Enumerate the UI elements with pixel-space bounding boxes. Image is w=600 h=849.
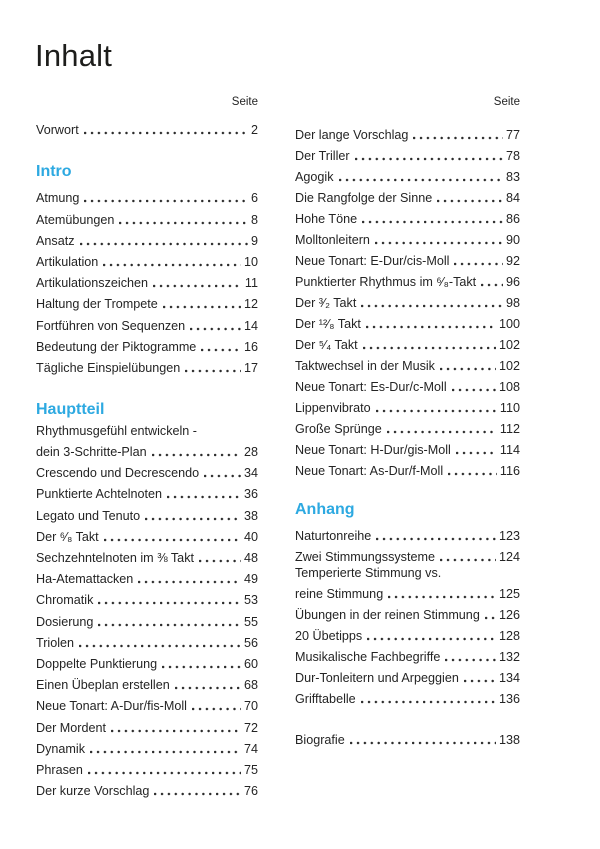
entry-label: Artikulation xyxy=(36,254,99,269)
entry-page-number: 134 xyxy=(498,671,520,685)
dot-leader xyxy=(456,451,497,455)
toc-entry xyxy=(36,312,258,333)
toc-entry xyxy=(36,651,258,672)
entry-label: Große Sprünge xyxy=(295,422,382,436)
entry-page-number: 10 xyxy=(243,254,258,269)
dot-leader xyxy=(355,157,503,161)
dot-leader xyxy=(339,178,503,182)
dot-leader xyxy=(413,136,503,140)
entry-page-number: 126 xyxy=(498,608,520,622)
entry-page-number: 49 xyxy=(243,572,258,587)
entry-label: Legato und Tenuto xyxy=(36,508,141,523)
dot-leader xyxy=(175,686,241,690)
toc-entry xyxy=(295,185,520,206)
entry-label: Der ¹²⁄₈ Takt xyxy=(295,317,361,331)
dot-leader xyxy=(361,304,503,308)
toc-entry xyxy=(295,581,520,602)
toc-entry xyxy=(295,311,520,332)
entry-page-number: 77 xyxy=(505,128,520,142)
dot-leader xyxy=(440,367,496,371)
toc-entry xyxy=(36,228,258,249)
toc-entry xyxy=(295,458,520,479)
toc-entry xyxy=(36,545,258,566)
dot-leader xyxy=(119,221,248,225)
column-header-seite: Seite xyxy=(231,96,258,108)
entry-label: Der kurze Vorschlag xyxy=(36,784,150,799)
entry-label: Biografie xyxy=(295,733,345,747)
entry-page-number: 68 xyxy=(243,678,258,693)
entry-label: Atmung xyxy=(36,191,80,206)
entry-label: Naturtonreihe xyxy=(295,529,372,543)
entry-page-number: 102 xyxy=(498,359,520,373)
dot-leader xyxy=(80,242,248,246)
entry-page-number: 75 xyxy=(243,762,258,777)
toc-entry xyxy=(36,736,258,757)
dot-leader xyxy=(350,741,496,745)
entry-page-number: 74 xyxy=(243,741,258,756)
toc-entry xyxy=(36,206,258,227)
toc-section xyxy=(36,117,258,138)
toc-entry xyxy=(36,249,258,270)
entry-label-line1: Temperierte Stimmung vs. xyxy=(295,566,442,580)
entry-label: Fortführen von Sequenzen xyxy=(36,318,186,333)
dot-leader xyxy=(111,729,241,733)
dot-leader xyxy=(162,665,241,669)
entry-label: Neue Tonart: As-Dur/f-Moll xyxy=(295,464,444,478)
toc-entry xyxy=(36,524,258,545)
dot-leader xyxy=(98,601,241,605)
entry-page-number: 36 xyxy=(243,487,258,502)
entry-label: Neue Tonart: Es-Dur/c-Moll xyxy=(295,380,447,394)
toc-entry xyxy=(295,544,520,565)
toc-entry xyxy=(295,122,520,143)
entry-page-number: 98 xyxy=(505,296,520,310)
entry-label: Zwei Stimmungssysteme xyxy=(295,550,435,564)
entry-page-number: 28 xyxy=(243,445,258,460)
toc-section xyxy=(295,500,520,707)
toc-entry xyxy=(295,227,520,248)
entry-label: Der ⁶⁄₈ Takt xyxy=(36,529,99,544)
toc-entry xyxy=(295,353,520,374)
toc-entry xyxy=(295,523,520,544)
dot-leader xyxy=(366,325,496,329)
entry-label: Crescendo und Decrescendo xyxy=(36,466,200,481)
page-title: Inhalt xyxy=(35,38,113,73)
entry-page-number: 138 xyxy=(498,733,520,747)
entry-label: Artikulationszeichen xyxy=(36,276,149,291)
toc-entry xyxy=(36,587,258,608)
dot-leader xyxy=(440,558,496,562)
entry-label: Lippenvibrato xyxy=(295,401,371,415)
entry-page-number: 84 xyxy=(505,191,520,205)
dot-leader xyxy=(154,792,241,796)
dot-leader xyxy=(201,348,241,352)
toc-entry xyxy=(36,334,258,355)
dot-leader xyxy=(84,199,248,203)
entry-page-number: 55 xyxy=(243,614,258,629)
entry-page-number: 124 xyxy=(498,550,520,564)
dot-leader xyxy=(448,472,497,476)
entry-page-number: 108 xyxy=(498,380,520,394)
dot-leader xyxy=(362,220,503,224)
entry-label: Der Triller xyxy=(295,149,350,163)
entry-label: Taktwechsel in der Musik xyxy=(295,359,435,373)
entry-label: Übungen in der reinen Stimmung xyxy=(295,608,480,622)
toc-section xyxy=(295,122,520,479)
entry-page-number: 112 xyxy=(499,422,520,436)
dot-leader xyxy=(104,538,241,542)
toc-entry xyxy=(295,665,520,686)
entry-page-number: 136 xyxy=(498,692,520,706)
dot-leader xyxy=(152,453,241,457)
toc-section xyxy=(36,400,258,799)
dot-leader xyxy=(452,388,496,392)
entry-label: Tägliche Einspielübungen xyxy=(36,360,181,375)
dot-leader xyxy=(445,658,496,662)
toc-entry xyxy=(36,460,258,481)
entry-label: Einen Übeplan erstellen xyxy=(36,678,170,693)
dot-leader xyxy=(367,637,496,641)
toc-entry xyxy=(295,206,520,227)
dot-leader xyxy=(192,707,241,711)
toc-sections-right xyxy=(295,122,520,748)
dot-leader xyxy=(387,430,497,434)
entry-page-number: 40 xyxy=(243,529,258,544)
entry-page-number: 14 xyxy=(243,318,258,333)
toc-entry xyxy=(36,481,258,502)
entry-page-number: 90 xyxy=(505,233,520,247)
entry-page-number: 102 xyxy=(498,338,520,352)
entry-page-number: 72 xyxy=(243,720,258,735)
entry-page-number: 116 xyxy=(499,464,520,478)
entry-label: Vorwort xyxy=(36,123,79,138)
toc-entry xyxy=(36,185,258,206)
dot-leader xyxy=(437,199,503,203)
toc-entry xyxy=(295,437,520,458)
entry-page-number: 9 xyxy=(250,233,258,248)
entry-label: Der lange Vorschlag xyxy=(295,128,409,142)
entry-page-number: 83 xyxy=(505,170,520,184)
entry-label: Ha-Atemattacken xyxy=(36,572,134,587)
entry-label: Agogik xyxy=(295,170,334,184)
toc-entry xyxy=(295,290,520,311)
toc-entry xyxy=(295,332,520,353)
entry-page-number: 76 xyxy=(243,784,258,799)
dot-leader xyxy=(167,495,241,499)
entry-label: Neue Tonart: E-Dur/cis-Moll xyxy=(295,254,450,268)
dot-leader xyxy=(204,474,241,478)
entry-label: Neue Tonart: H-Dur/gis-Moll xyxy=(295,443,451,457)
entry-page-number: 34 xyxy=(243,466,258,481)
entry-page-number: 132 xyxy=(498,650,520,664)
toc-entry xyxy=(36,672,258,693)
dot-leader xyxy=(376,409,497,413)
toc-section xyxy=(295,727,520,748)
column-header-seite: Seite xyxy=(493,96,520,108)
dot-leader xyxy=(190,327,241,331)
entry-label: Dur-Tonleitern und Arpeggien xyxy=(295,671,459,685)
toc-section xyxy=(36,162,258,376)
entry-page-number: 128 xyxy=(498,629,520,643)
entry-label: Ansatz xyxy=(36,233,75,248)
entry-page-number: 16 xyxy=(243,339,258,354)
dot-leader xyxy=(454,262,503,266)
entry-label: Punktierte Achtelnoten xyxy=(36,487,163,502)
dot-leader xyxy=(88,771,241,775)
entry-label: Der Mordent xyxy=(36,720,106,735)
toc-entry xyxy=(36,502,258,523)
section-heading: Intro xyxy=(36,163,72,181)
dot-leader xyxy=(481,283,503,287)
toc-entry xyxy=(295,374,520,395)
dot-leader xyxy=(84,131,248,135)
toc-column-right xyxy=(295,95,520,748)
toc-entry xyxy=(36,355,258,376)
entry-label: reine Stimmung xyxy=(295,587,384,601)
dot-leader xyxy=(388,595,496,599)
entry-label: Dosierung xyxy=(36,614,94,629)
dot-leader xyxy=(375,241,503,245)
entry-label: 20 Übetipps xyxy=(295,629,363,643)
toc-entry xyxy=(295,164,520,185)
toc-entry xyxy=(36,439,258,460)
entry-label: Hohe Töne xyxy=(295,212,358,226)
toc-entry xyxy=(36,714,258,735)
toc-entry xyxy=(36,778,258,799)
entry-label: Bedeutung der Piktogramme xyxy=(36,339,197,354)
entry-label: Sechzehntelnoten im ⅜ Takt xyxy=(36,551,194,565)
entry-page-number: 11 xyxy=(244,276,258,291)
toc-entry xyxy=(295,644,520,665)
toc-entry xyxy=(36,270,258,291)
toc-entry xyxy=(36,566,258,587)
dot-leader xyxy=(153,284,242,288)
dot-leader xyxy=(363,346,496,350)
entry-page-number: 56 xyxy=(243,635,258,650)
entry-label: Musikalische Fachbegriffe xyxy=(295,650,441,664)
entry-page-number: 125 xyxy=(498,587,520,601)
toc-entry xyxy=(36,291,258,312)
entry-page-number: 96 xyxy=(505,275,520,289)
entry-label: Atemübungen xyxy=(36,212,115,227)
entry-page-number: 12 xyxy=(243,297,258,312)
entry-page-number: 114 xyxy=(499,443,520,457)
toc-entry xyxy=(295,248,520,269)
entry-label: Der ³⁄₂ Takt xyxy=(295,296,357,310)
entry-page-number: 6 xyxy=(250,191,258,206)
entry-label: Phrasen xyxy=(36,762,83,777)
entry-label: Doppelte Punktierung xyxy=(36,656,158,671)
entry-label-line1: Rhythmusgefühl entwickeln - xyxy=(36,423,197,438)
toc-entry xyxy=(36,693,258,714)
entry-page-number: 53 xyxy=(243,593,258,608)
toc-entry xyxy=(295,727,520,748)
section-heading: Anhang xyxy=(295,501,355,518)
dot-leader xyxy=(376,537,496,541)
entry-label: Triolen xyxy=(36,635,75,650)
entry-page-number: 70 xyxy=(243,699,258,714)
entry-label: Punktierter Rhythmus im ⁶⁄₈-Takt xyxy=(295,275,477,289)
dot-leader xyxy=(98,623,241,627)
toc-entry xyxy=(36,630,258,651)
entry-label: Dynamik xyxy=(36,741,85,756)
entry-page-number: 78 xyxy=(505,149,520,163)
dot-leader xyxy=(199,559,241,563)
entry-page-number: 17 xyxy=(243,360,258,375)
toc-entry xyxy=(295,686,520,707)
entry-page-number: 48 xyxy=(243,551,258,565)
entry-label: Grifftabelle xyxy=(295,692,356,706)
entry-label: Chromatik xyxy=(36,593,94,608)
dot-leader xyxy=(90,750,241,754)
section-heading: Hauptteil xyxy=(36,400,105,418)
toc-entry xyxy=(295,395,520,416)
toc-entry xyxy=(295,623,520,644)
entry-page-number: 123 xyxy=(498,529,520,543)
dot-leader xyxy=(138,580,241,584)
entry-page-number: 92 xyxy=(505,254,520,268)
dot-leader xyxy=(185,369,241,373)
dot-leader xyxy=(361,700,496,704)
toc-entry xyxy=(295,416,520,437)
entry-label: Der ⁵⁄₄ Takt xyxy=(295,338,358,352)
entry-page-number: 86 xyxy=(505,212,520,226)
entry-label: Neue Tonart: A-Dur/fis-Moll xyxy=(36,699,187,714)
entry-label: dein 3-Schritte-Plan xyxy=(36,445,147,460)
entry-page-number: 60 xyxy=(243,656,258,671)
entry-page-number: 110 xyxy=(499,401,520,415)
dot-leader xyxy=(103,263,241,267)
entry-label: Haltung der Trompete xyxy=(36,297,158,312)
toc-entry xyxy=(36,757,258,778)
toc-column-left xyxy=(36,95,258,799)
toc-entry xyxy=(295,269,520,290)
entry-page-number: 2 xyxy=(250,123,258,138)
dot-leader xyxy=(464,679,496,683)
entry-page-number: 38 xyxy=(243,508,258,523)
toc-entry xyxy=(295,143,520,164)
dot-leader xyxy=(163,305,241,309)
toc-entry xyxy=(295,602,520,623)
dot-leader xyxy=(79,644,241,648)
entry-label: Die Rangfolge der Sinne xyxy=(295,191,433,205)
toc-entry xyxy=(36,117,258,138)
entry-page-number: 100 xyxy=(498,317,520,331)
dot-leader xyxy=(485,616,496,620)
dot-leader xyxy=(145,517,241,521)
entry-page-number: 8 xyxy=(250,212,258,227)
toc-sections-left xyxy=(36,117,258,799)
toc-entry xyxy=(36,608,258,629)
entry-label: Molltonleitern xyxy=(295,233,370,247)
